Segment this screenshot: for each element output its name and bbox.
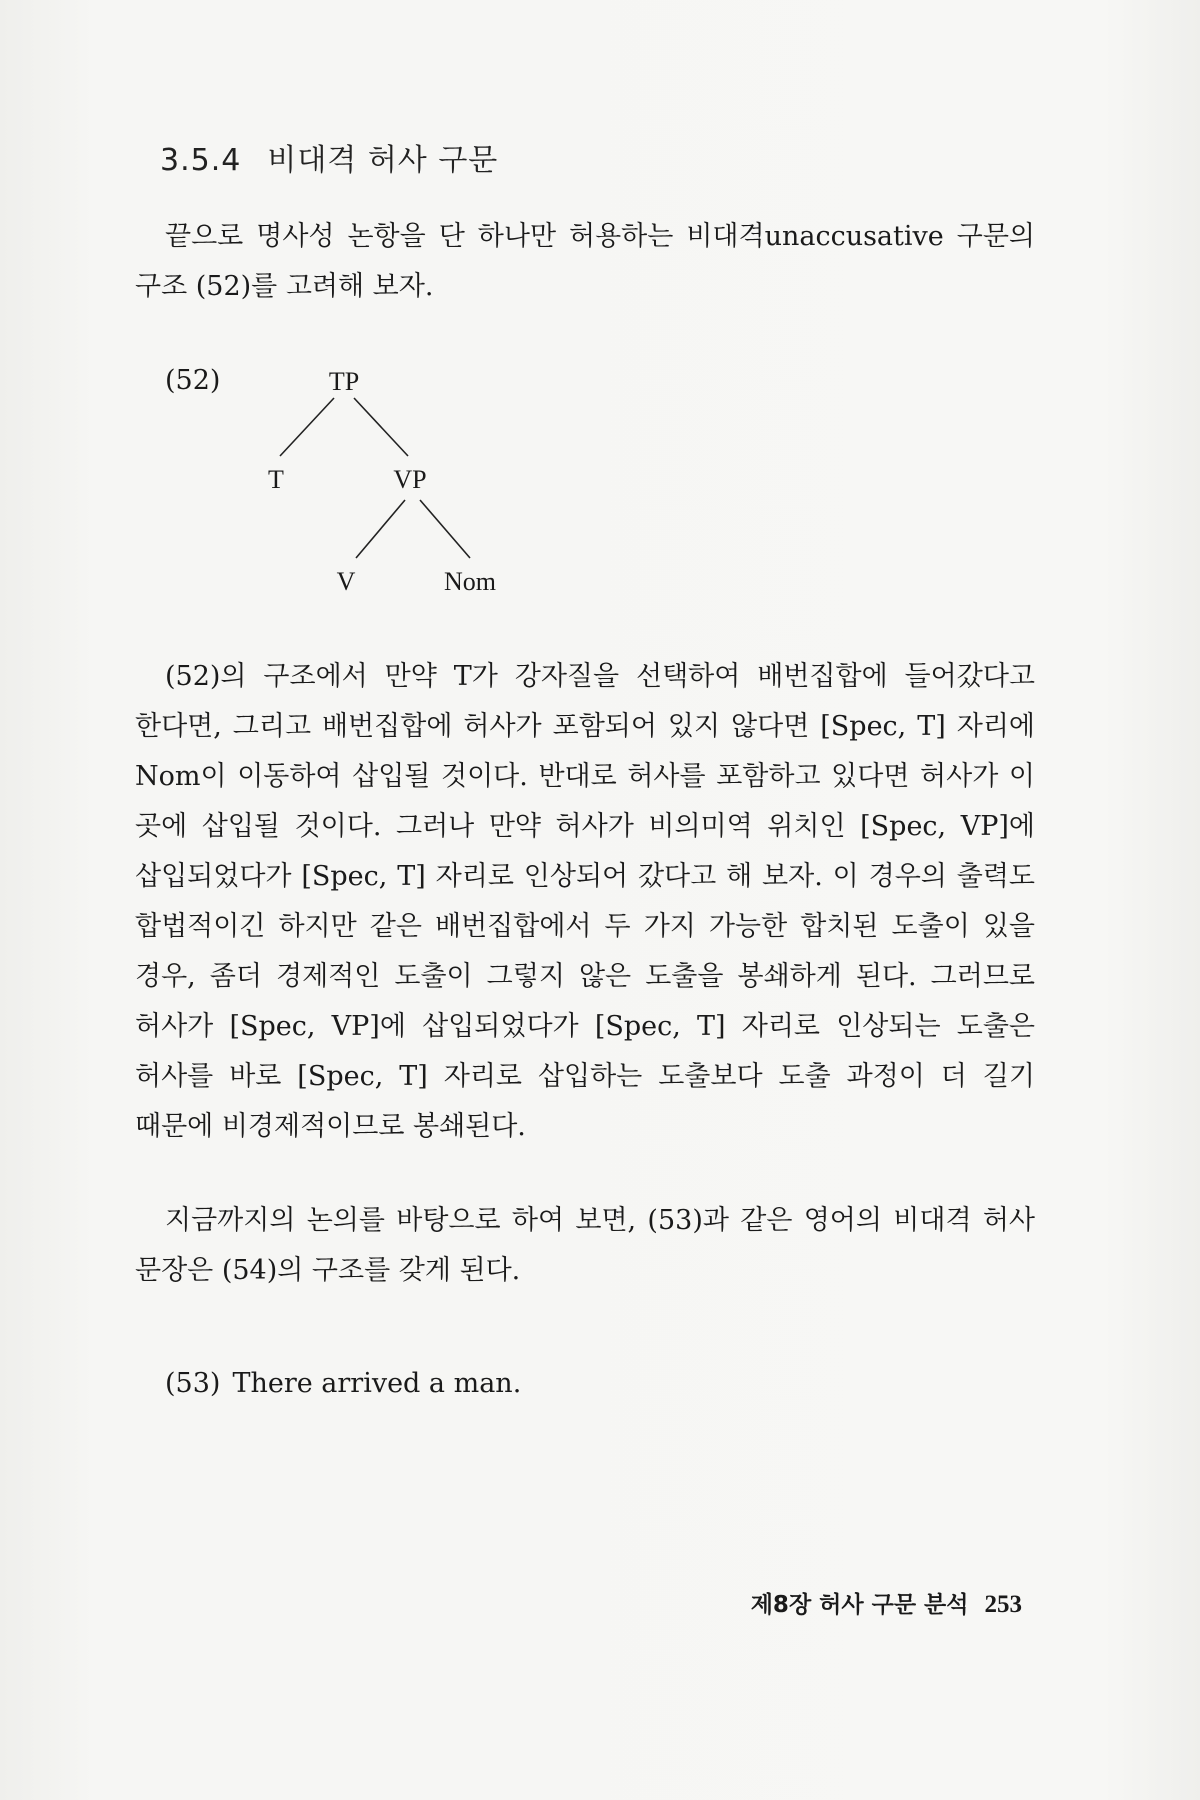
- page-number: 253: [984, 1591, 1022, 1618]
- tree-node-vp: VP: [393, 465, 427, 494]
- paragraph-summary: 지금까지의 논의를 바탕으로 하여 보면, (53)과 같은 영어의 비대격 허사 문장은 (54)의 구조를 갖게 된다.: [135, 1205, 1035, 1286]
- tree-node-tp: TP: [328, 367, 360, 396]
- tree-branch-vp-v: [356, 500, 405, 558]
- tree-node-nom: Nom: [444, 567, 496, 596]
- tree-branch-tp-vp: [354, 398, 408, 456]
- section-number: 3.5.4: [160, 143, 242, 178]
- tree-node-v: V: [336, 567, 356, 596]
- example-53-sentence: There arrived a man.: [232, 1368, 522, 1399]
- example-53-label: (53): [165, 1368, 221, 1399]
- running-footer: [751, 1586, 1022, 1619]
- example-52-label: (52): [165, 365, 221, 396]
- section-title: 비대격 허사 구문: [267, 143, 499, 178]
- syntax-tree-52: [0, 0, 1200, 620]
- paragraph-intro: 끝으로 명사성 논항을 단 하나만 허용하는 비대격unaccusative 구문의 구조 (52)를 고려해 보자.: [135, 221, 1035, 302]
- paragraph-analysis: (52)의 구조에서 만약 T가 강자질을 선택하여 배번집합에 들어갔다고 한다면, 그리고 배번집합에 허사가 포함되어 있지 않다면 [Spec, T] 자리에 Nom이 이동하여 삽입될 것이다. 반대로 허사를 포함하고 있다면 허사가 이 곳에 삽입될 것이다. 그러나 만약 허사가 비의미역 위치인 [Spec, VP]에 삽입되었다가 [Spec, T] 자리로 인상되어 갔다고 해 보자. 이 경우의 출력도 합법적이긴 하지만 같은 배번집합에서 두 가지 가능한 합치된 도출이 있을 경우, 좀더 경제적인 도출이 그렇지 않은 도출을 봉쇄하게 된다. 그러므로 허사가 [Spec, VP]에 삽입되었다가 [Spec, T] 자리로 인상되는 도출은 허사를 바로 [Spec, T] 자리로 삽입하는 도출보다 도출 과정이 더 길기 때문에 비경제적이므로 봉쇄된다.: [135, 661, 1035, 1142]
- tree-branch-vp-nom: [420, 500, 470, 558]
- tree-node-t: T: [268, 465, 284, 494]
- tree-branch-tp-t: [280, 398, 334, 456]
- example-53: [165, 1368, 521, 1399]
- chapter-title: 제8장 허사 구문 분석: [750, 1592, 969, 1618]
